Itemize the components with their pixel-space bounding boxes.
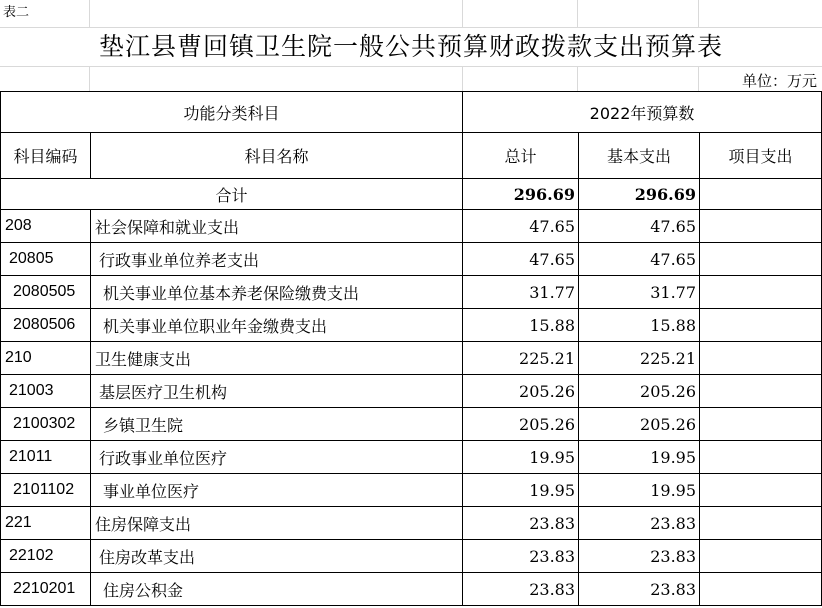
amount-project	[700, 210, 822, 243]
subject-name: 卫生健康支出	[91, 342, 463, 375]
amount-project	[700, 243, 822, 276]
subject-name: 住房保障支出	[91, 507, 463, 540]
budget-year-header: 2022年预算数	[463, 92, 822, 133]
col-total-header: 总计	[463, 133, 579, 179]
amount-project	[700, 540, 822, 573]
amount-project	[700, 309, 822, 342]
table-row	[1, 474, 822, 507]
amount-project	[700, 441, 822, 474]
table-row	[1, 375, 822, 408]
table-row	[1, 210, 822, 243]
subject-name: 事业单位医疗	[91, 474, 463, 507]
amount-total: 15.88	[463, 309, 579, 342]
total-label: 合计	[1, 179, 463, 210]
unit-label: 单位：万元	[741, 72, 817, 90]
table-row	[1, 276, 822, 309]
table-row	[1, 309, 822, 342]
amount-basic: 15.88	[579, 309, 700, 342]
subject-name: 乡镇卫生院	[91, 408, 463, 441]
amount-total: 23.83	[463, 540, 579, 573]
amount-project	[700, 408, 822, 441]
amount-total: 225.21	[463, 342, 579, 375]
amount-total: 205.26	[463, 408, 579, 441]
table-row	[1, 342, 822, 375]
amount-basic: 19.95	[579, 474, 700, 507]
header-row-2	[1, 133, 822, 179]
amount-total: 205.26	[463, 375, 579, 408]
amount-total: 19.95	[463, 474, 579, 507]
subject-name: 住房公积金	[91, 573, 463, 606]
amount-basic: 23.83	[579, 573, 700, 606]
subject-name: 机关事业单位职业年金缴费支出	[91, 309, 463, 342]
amount-project	[700, 474, 822, 507]
amount-total: 23.83	[463, 573, 579, 606]
col-name-header: 科目名称	[91, 133, 463, 179]
amount-project	[700, 573, 822, 606]
subject-code: 20805	[1, 243, 91, 276]
subject-code: 210	[1, 342, 91, 375]
table-row	[1, 441, 822, 474]
col-code-header: 科目编码	[1, 133, 91, 179]
subject-code: 2080505	[1, 276, 91, 309]
amount-total: 31.77	[463, 276, 579, 309]
subject-code: 21003	[1, 375, 91, 408]
sheet-tag: 表二	[3, 5, 30, 20]
amount-total: 19.95	[463, 441, 579, 474]
amount-basic: 23.83	[579, 507, 700, 540]
amount-basic: 205.26	[579, 408, 700, 441]
total-basic: 296.69	[579, 179, 700, 210]
subject-code: 221	[1, 507, 91, 540]
subject-code: 208	[1, 210, 91, 243]
amount-project	[700, 375, 822, 408]
total-row	[1, 179, 822, 210]
amount-basic: 225.21	[579, 342, 700, 375]
header-row-1	[1, 92, 822, 133]
amount-basic: 19.95	[579, 441, 700, 474]
amount-project	[700, 342, 822, 375]
subject-name: 机关事业单位基本养老保险缴费支出	[91, 276, 463, 309]
subject-name: 基层医疗卫生机构	[91, 375, 463, 408]
amount-project	[700, 276, 822, 309]
subject-name: 行政事业单位养老支出	[91, 243, 463, 276]
col-basic-header: 基本支出	[579, 133, 700, 179]
amount-basic: 47.65	[579, 243, 700, 276]
table-row	[1, 408, 822, 441]
subject-name: 住房改革支出	[91, 540, 463, 573]
amount-project	[700, 507, 822, 540]
col-project-header: 项目支出	[700, 133, 822, 179]
amount-total: 23.83	[463, 507, 579, 540]
subject-code: 2210201	[1, 573, 91, 606]
amount-basic: 31.77	[579, 276, 700, 309]
page-title: 垫江县曹回镇卫生院一般公共预算财政拨款支出预算表	[98, 32, 723, 61]
functional-classification-header: 功能分类科目	[1, 92, 463, 133]
subject-code: 22102	[1, 540, 91, 573]
subject-code: 2080506	[1, 309, 91, 342]
table-row	[1, 507, 822, 540]
table-row	[1, 540, 822, 573]
total-project	[700, 179, 822, 210]
total-amount: 296.69	[463, 179, 579, 210]
amount-basic: 47.65	[579, 210, 700, 243]
table-row	[1, 243, 822, 276]
subject-name: 行政事业单位医疗	[91, 441, 463, 474]
subject-name: 社会保障和就业支出	[91, 210, 463, 243]
amount-basic: 205.26	[579, 375, 700, 408]
subject-code: 2100302	[1, 408, 91, 441]
amount-total: 47.65	[463, 243, 579, 276]
subject-code: 21011	[1, 441, 91, 474]
subject-code: 2101102	[1, 474, 91, 507]
amount-basic: 23.83	[579, 540, 700, 573]
budget-table	[0, 91, 822, 606]
table-row	[1, 573, 822, 606]
amount-total: 47.65	[463, 210, 579, 243]
